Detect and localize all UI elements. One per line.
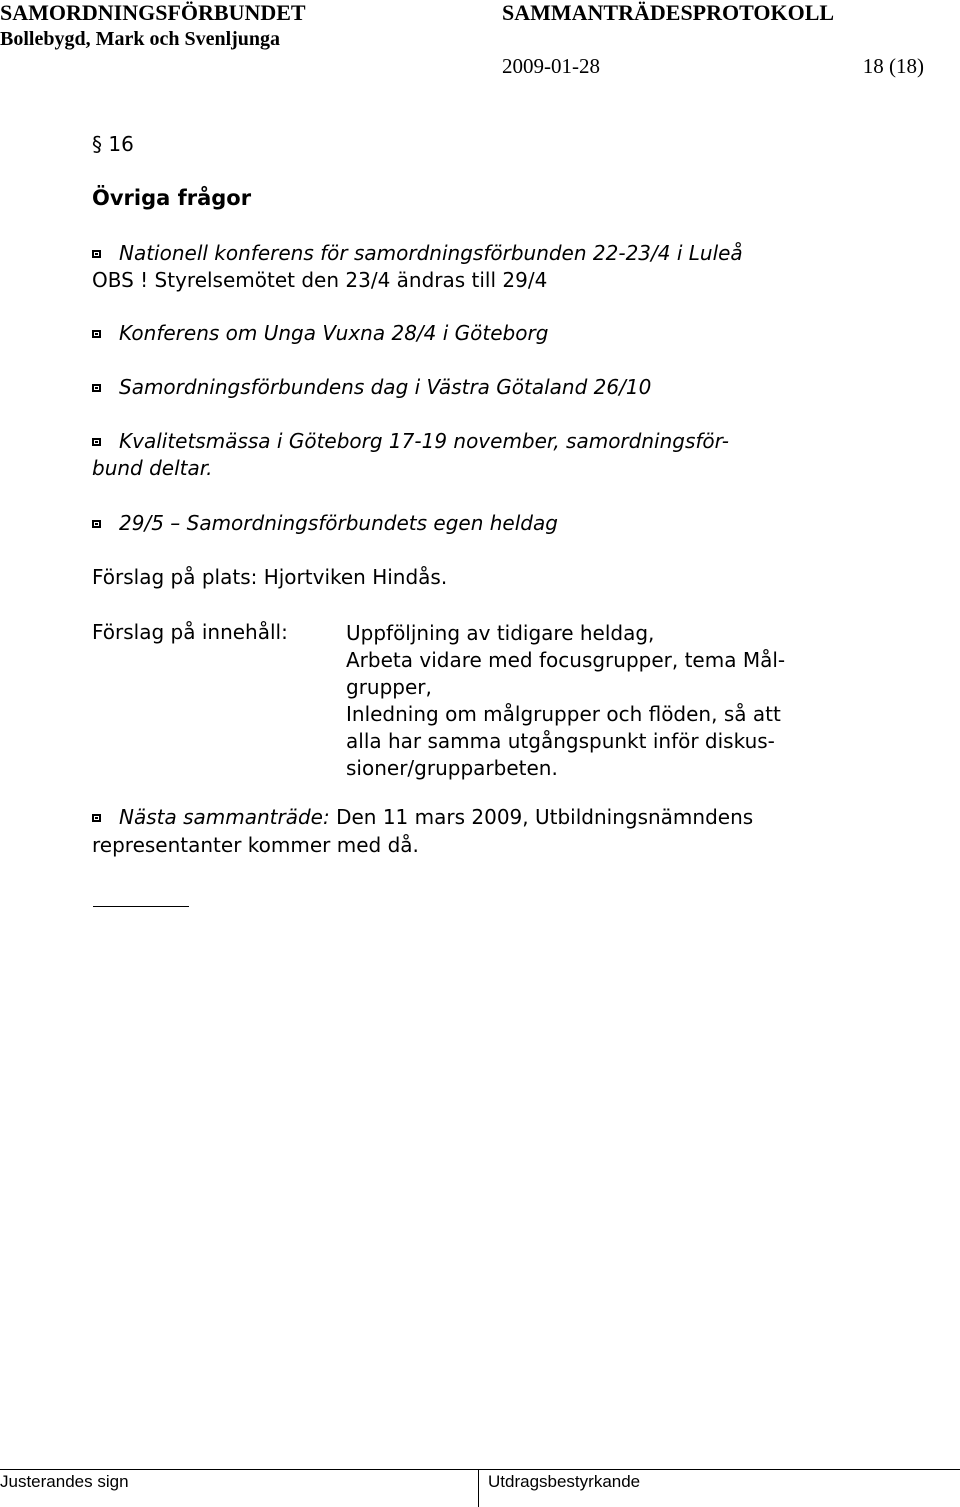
item-text: Samordningsförbundens dag i Västra Götaland 26/10 <box>119 375 652 399</box>
end-rule <box>93 906 189 907</box>
bullet-icon <box>92 330 101 338</box>
item-text: Konferens om Unga Vuxna 28/4 i Göteborg <box>119 321 549 345</box>
next-meeting-continuation: representanter kommer med då. <box>92 833 419 857</box>
list-item-unga-vuxna <box>92 320 548 347</box>
meeting-date: 2009-01-28 <box>502 54 600 78</box>
organization-name: SAMORDNINGSFÖRBUNDET <box>0 0 306 25</box>
item-text: 29/5 – Samordningsförbundets egen heldag <box>119 511 558 535</box>
bullet-icon <box>92 814 101 822</box>
list-item-conference <box>92 240 743 267</box>
list-item-dag <box>92 374 651 401</box>
content-line: sioner/grupparbeten. <box>346 756 558 780</box>
footer-signature-label: Justerandes sign <box>0 1472 129 1491</box>
region-name: Bollebygd, Mark och Svenljunga <box>0 28 281 50</box>
content-line: Inledning om målgrupper och flöden, så att <box>346 702 781 726</box>
content-proposal-label: Förslag på innehåll: <box>92 620 288 644</box>
bullet-icon <box>92 520 101 528</box>
list-item-next-meeting <box>92 804 753 831</box>
document-type: SAMMANTRÄDESPROTOKOLL <box>502 0 835 25</box>
bullet-icon <box>92 250 101 258</box>
list-item-kvalitet <box>92 428 729 455</box>
section-title: Övriga frågor <box>92 186 252 210</box>
content-line: grupper, <box>346 675 432 699</box>
footer-column-divider <box>478 1469 479 1507</box>
content-line: alla har samma utgångspunkt inför diskus- <box>346 729 775 753</box>
content-line: Uppföljning av tidigare heldag, <box>346 621 655 645</box>
footer-divider <box>0 1469 960 1470</box>
content-proposal-list <box>346 620 785 782</box>
section-number: § 16 <box>92 132 134 156</box>
content-line: Arbeta vidare med focusgrupper, tema Mål- <box>346 648 786 672</box>
bullet-icon <box>92 438 101 446</box>
item-text: Nationell konferens för samordningsförbunden 22-23/4 i Luleå <box>119 241 743 265</box>
list-item-heldag <box>92 510 558 537</box>
footer-certification-label: Utdragsbestyrkande <box>488 1472 641 1491</box>
page-number: 18 (18) <box>862 54 924 78</box>
kvalitet-continuation: bund deltar. <box>92 456 213 480</box>
item-text: Kvalitetsmässa i Göteborg 17-19 november, samordningsför- <box>119 429 729 453</box>
place-proposal: Förslag på plats: Hjortviken Hindås. <box>92 565 448 589</box>
obs-note: OBS ! Styrelsemötet den 23/4 ändras till 29/4 <box>92 268 548 292</box>
next-meeting-text: Den 11 mars 2009, Utbildningsnämndens <box>329 805 754 829</box>
next-meeting-label: Nästa sammanträde: <box>119 805 330 829</box>
bullet-icon <box>92 384 101 392</box>
